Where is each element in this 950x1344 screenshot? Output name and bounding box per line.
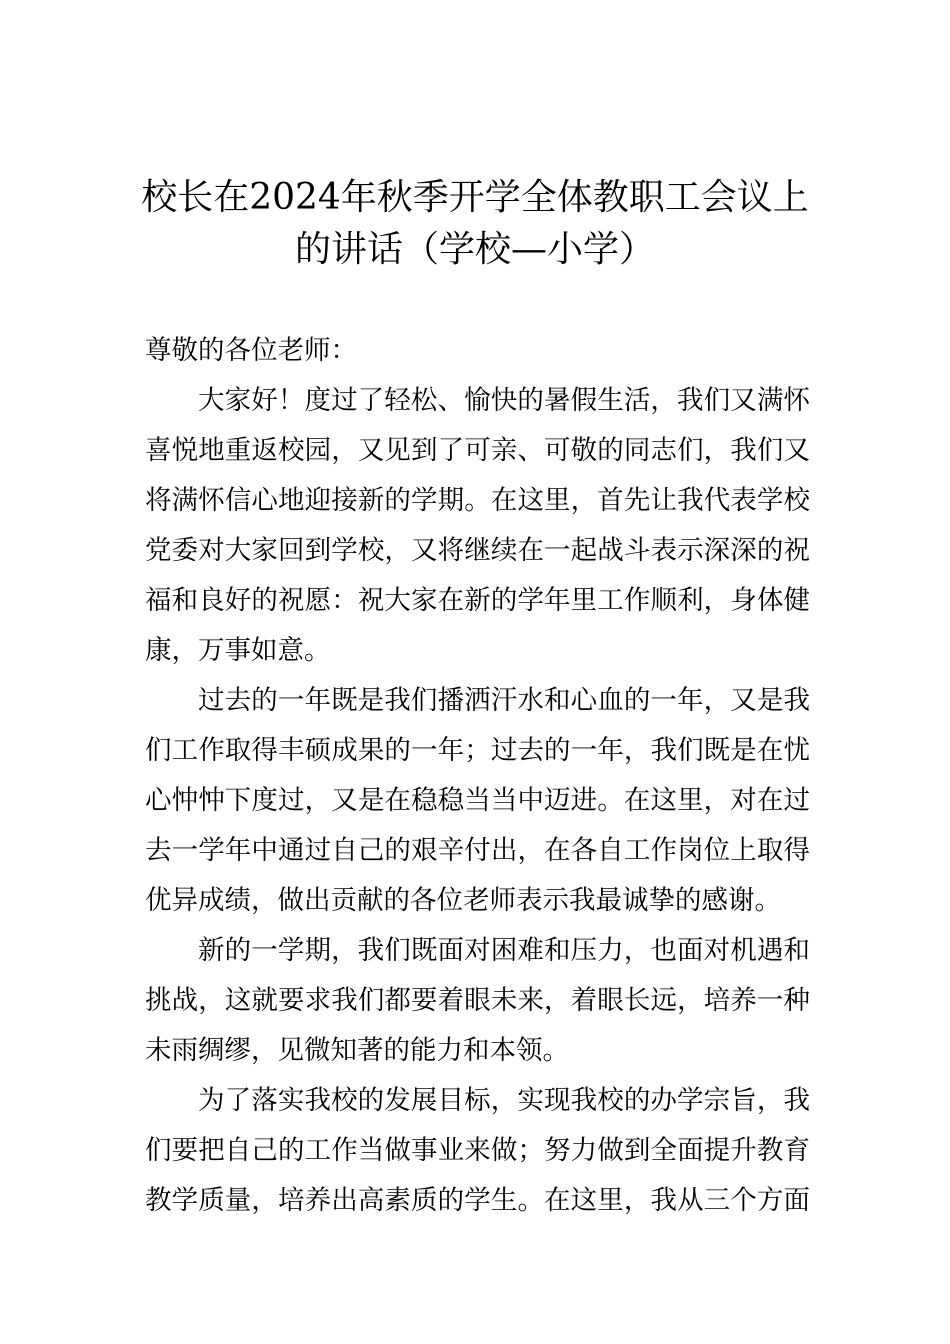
paragraph-line: 们工作取得丰硕成果的一年；过去的一年，我们既是在忧 [145,735,810,766]
document-title [120,172,830,276]
paragraph-line: 去一学年中通过自己的艰辛付出，在各自工作岗位上取得 [145,835,810,866]
paragraph-3 [145,926,810,1076]
paragraph-line: 优异成绩，做出贡献的各位老师表示我最诚挚的感谢。 [145,885,781,916]
title-line-2: 的讲话（学校—小学） [294,229,655,270]
paragraph-2 [145,676,810,926]
paragraph-line: 大家好！度过了轻松、愉快的暑假生活，我们又满怀 [198,385,810,416]
paragraph-line: 新的一学期，我们既面对困难和压力，也面对机遇和 [198,935,810,966]
document-body [145,326,810,1226]
paragraph-line: 康，万事如意。 [145,635,331,666]
paragraph-line: 未雨绸缪，见微知著的能力和本领。 [145,1035,569,1066]
paragraph-line: 过去的一年既是我们播洒汗水和心血的一年，又是我 [198,685,810,716]
paragraph-line: 教学质量，培养出高素质的学生。在这里，我从三个方面 [145,1185,810,1216]
paragraph-1 [145,376,810,676]
paragraph-line: 挑战，这就要求我们都要着眼未来，着眼长远，培养一种 [145,985,810,1016]
paragraph-4 [145,1076,810,1226]
paragraph-line: 们要把自己的工作当做事业来做；努力做到全面提升教育 [145,1135,810,1166]
paragraph-line: 为了落实我校的发展目标，实现我校的办学宗旨，我 [198,1085,810,1116]
paragraph-line: 福和良好的祝愿：祝大家在新的学年里工作顺利，身体健 [145,585,810,616]
paragraph-line: 心忡忡下度过，又是在稳稳当当中迈进。在这里，对在过 [145,785,810,816]
greeting: 尊敬的各位老师： [145,335,357,366]
paragraph-line: 党委对大家回到学校，又将继续在一起战斗表示深深的祝 [145,535,810,566]
paragraph-line: 喜悦地重返校园，又见到了可亲、可敬的同志们，我们又 [145,435,810,466]
paragraph-line: 将满怀信心地迎接新的学期。在这里，首先让我代表学校 [145,485,810,516]
title-line-1: 校长在2024年秋季开学全体教职工会议上 [141,177,809,218]
